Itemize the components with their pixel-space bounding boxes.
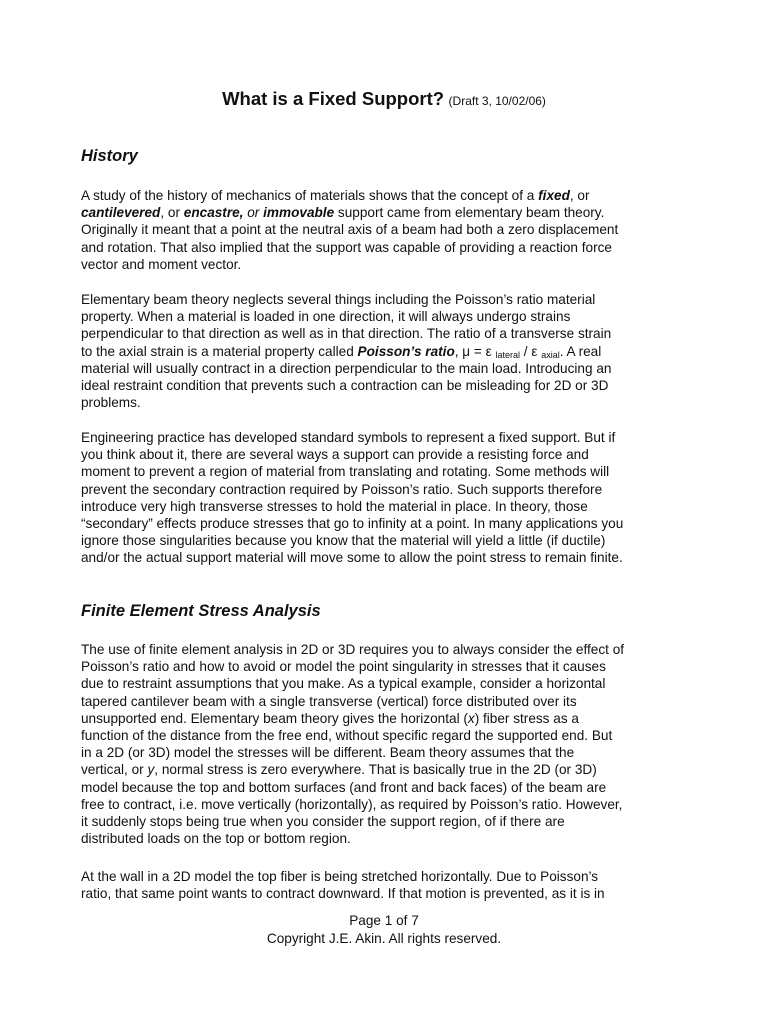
text-line: introduce very high transverse stresses to hold the material in place. In theory, those [81, 498, 588, 514]
copyright-notice: Copyright J.E. Akin. All rights reserved. [266, 931, 502, 946]
text-line: and/or the actual support material will move some to allow the point stress to remain finite. [81, 550, 623, 566]
text-line: free to contract, i.e. move vertically (horizontally), as required by Poisson’s ratio. However, [81, 796, 623, 812]
text-line: vector and moment vector. [81, 256, 242, 272]
text-line: Elementary beam theory neglects several things including the Poisson’s ratio material [81, 292, 596, 307]
term-immovable: immovable [263, 205, 335, 221]
text-line: function of the distance from the free end, without specific regard the supported end. But [81, 728, 613, 744]
text-line: due to restraint assumptions that you make. As a typical example, consider a horizontal [81, 676, 606, 692]
text-line: moment to prevent a region of material from translating and rotating. Some methods will [81, 464, 610, 480]
text-line: ideal restraint condition that prevents such a contraction can be misleading for 2D or 3D [81, 378, 609, 394]
paragraph-fea-1 [81, 641, 693, 847]
text-line: The use of finite element analysis in 2D or 3D requires you to always consider the effect of [81, 642, 625, 657]
text-line: Engineering practice has developed standard symbols to represent a fixed support. But if [81, 430, 616, 445]
title-line [0, 88, 768, 110]
term-fixed: fixed [538, 188, 570, 203]
text-line: vertical, or y, normal stress is zero everywhere. That is basically true in the 2D (or 3D) [81, 762, 597, 778]
paragraph-history-1 [81, 187, 693, 273]
text-line: At the wall in a 2D model the top fiber is being stretched horizontally. Due to Poisson’s [81, 869, 599, 884]
text-line: cantilevered, or encastre, or immovable support came from elementary beam theory. [81, 205, 605, 221]
text-line: and rotation. That also implied that the support was capable of providing a reaction force [81, 239, 612, 255]
paragraph-fea-2 [81, 868, 693, 902]
paragraph-history-3 [81, 429, 693, 567]
text-line: perpendicular to that direction as well as in that direction. The ratio of a transverse strain [81, 326, 612, 342]
page-number: Page 1 of 7 [349, 913, 419, 928]
text-line: problems. [81, 395, 141, 411]
text-line: tapered cantilever beam with a single transverse (vertical) force distributed over its [81, 693, 577, 709]
text-line: to the axial strain is a material property called Poisson’s ratio, μ = ε $_{lateral}$ / ε $_{axial}$. A real [81, 343, 602, 360]
text-line: in a 2D (or 3D) model the stresses will be different. Beam theory assumes that the [81, 745, 575, 761]
text-line: “secondary” effects produce stresses that go to infinity at a point. In many applications you [81, 516, 624, 532]
draft-note: (Draft 3, 10/02/06) [448, 94, 546, 108]
text-line: prevent the secondary contraction required by Poisson’s ratio. Such supports therefore [81, 481, 603, 497]
text-line: Originally it meant that a point at the neutral axis of a beam had both a zero displacement [81, 222, 619, 238]
section-heading-history: History [81, 147, 138, 165]
term-encastre: encastre, [183, 205, 244, 221]
text-line: property. When a material is loaded in one direction, it will always undergo strains [81, 309, 571, 325]
text-line: unsupported end. Elementary beam theory gives the horizontal (x) fiber stress as a [81, 710, 579, 726]
text-line: Poisson’s ratio and how to avoid or model the point singularity in stresses that it causes [81, 659, 606, 675]
text-line: you think about it, there are several ways a support can provide a resisting force and [81, 447, 589, 463]
paragraph-history-2 [81, 291, 693, 411]
text-line: distributed loads on the top or bottom region. [81, 831, 351, 847]
text-line: model because the top and bottom surfaces (and front and back faces) of the beam are [81, 779, 607, 795]
text-line: A study of the history of mechanics of materials shows that the concept of a fixed, or [81, 188, 590, 203]
text-line: ignore those singularities because you know that the material will yield a little (if ductile) [81, 533, 606, 549]
term-cantilevered: cantilevered [81, 205, 161, 221]
term-poissons-ratio: Poisson’s ratio [357, 343, 455, 359]
text-line: ratio, that same point wants to contract downward. If that motion is prevented, as it is in [81, 886, 605, 902]
text-line: material will usually contract in a direction perpendicular to the main load. Introducing an [81, 360, 612, 376]
page-title: What is a Fixed Support? [222, 88, 445, 109]
text-line: it suddenly stops being true when you consider the support region, of if there are [81, 814, 565, 830]
section-heading-fea: Finite Element Stress Analysis [81, 602, 321, 620]
